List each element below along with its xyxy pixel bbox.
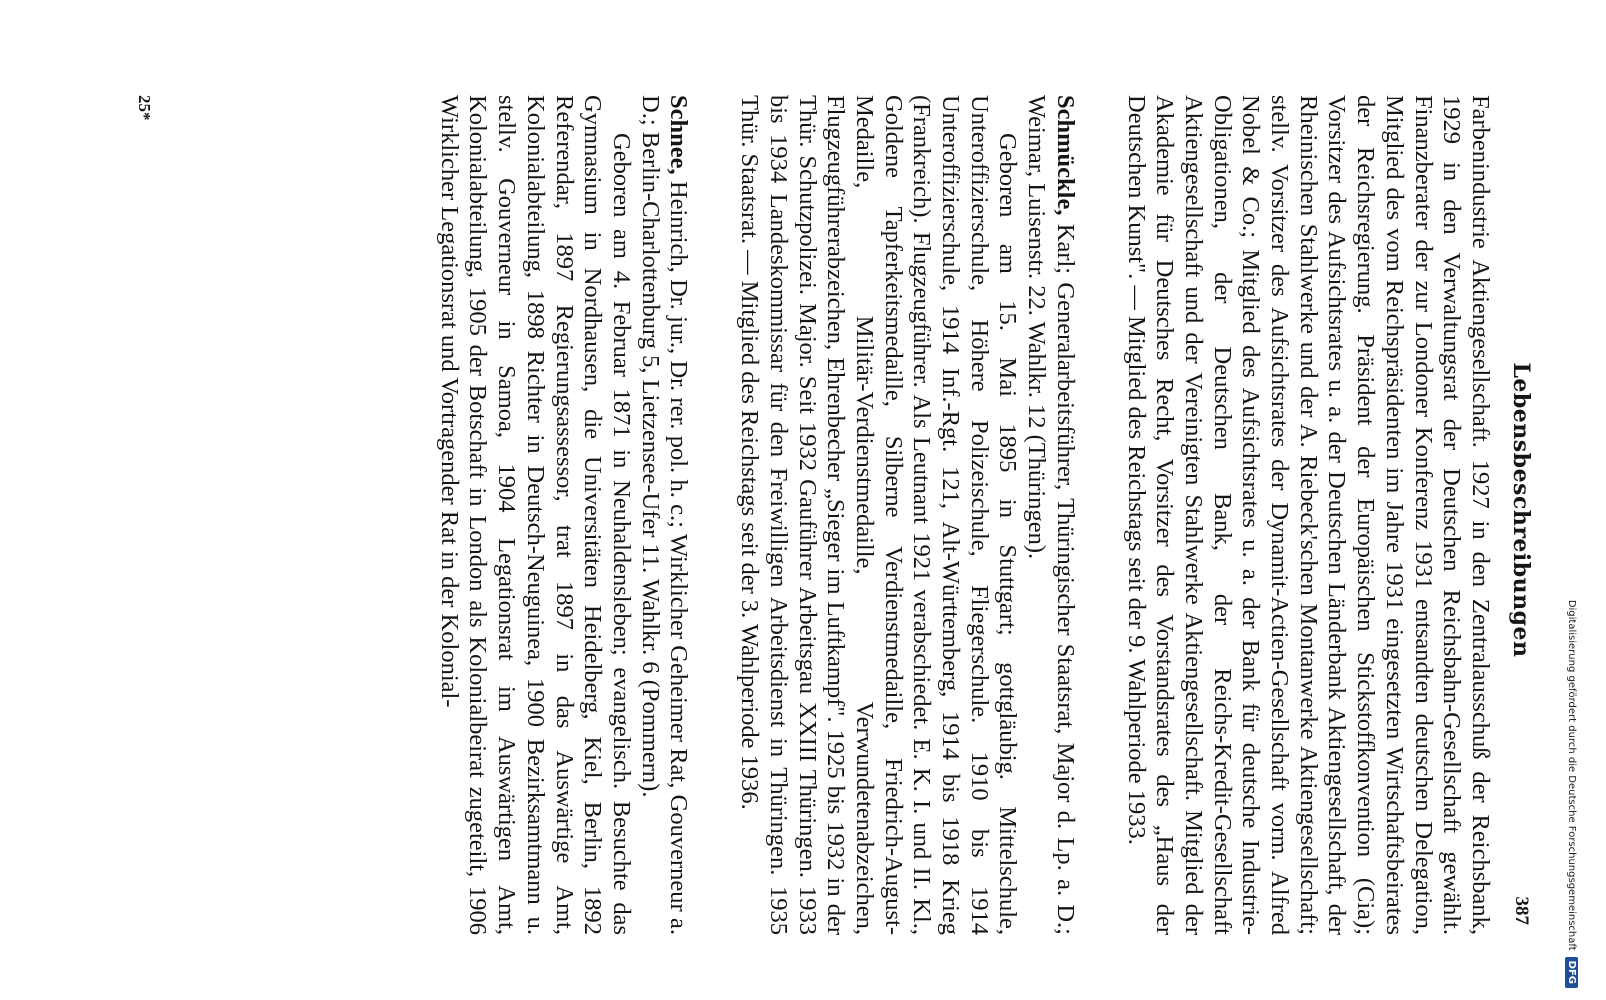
entry-name: Schmückle,: [1051, 95, 1079, 216]
dfg-logo: DFG: [1566, 957, 1579, 988]
entry-paragraph: Farbenindustrie Aktiengesellschaft. 1927 in den Zentralausschuß der Reichsbank, 1929 in den Verwaltungsrat der Deutschen Reichsbahn-Gesellschaft gewählt. Finanzberater der zur Londoner Konferenz 1931 entsandten deutschen Delegation, Mitglied des vom Reichspräsidenten im Jahre 1931 eingesetzten Wirtschaftsbeirates der Reichsregierung. Präsident der Europäischen Stickstoffkonvention (Cia); Vorsitzer des Aufsichtsrates u. a. der Deutschen Länderbank Aktiengesellschaft, der Rheinischen Stahlwerke und der A. Riebeck'schen Montanwerke Aktiengesellschaft; stellv. Vorsitzer des Aufsichtsrates der Dynamit-Actien-Gesellschaft vorm. Alfred Nobel & Co.; Mitglied des Aufsichtsrates u. a. der Bank für deutsche Industrie-Obligationen, der Deutschen Bank, der Reichs-Kredit-Gesellschaft Aktiengesellschaft und der Vereinigten Stahlwerke Aktiengesellschaft. Mitglied der Akademie für Deutsches Recht, Vorsitzer des Vorstandsrates des „Haus der Deutschen Kunst". — Mitglied des Reichstags seit der 9. Wahlperiode 1933.: [1122, 95, 1494, 935]
text-column: [392, 95, 1494, 935]
entry-paragraph: Geboren am 15. Mai 1895 in Stuttgart; gottgläubig. Mittelschule, Unteroffizierschule, Höhere Polizeischule, Fliegerschule. 1910 bis 1914 Unteroffizierschule, 1914 Inf.-Rgt. 121, Alt-Württemberg, 1914 bis 1918 Krieg (Frankreich). Flugzeugführer. Als Leutnant 1921 verabschiedet. E. K. I. und II. Kl., Goldene Tapferkeitsmedaille, Silberne Verdienstmedaille, Friedrich-August-Medaille, Militär-Verdienstmedaille, Verwundetenabzeichen, Flugzeugführerabzeichen, Ehrenbecher „Sieger im Luftkampf". 1925 bis 1932 in der Thür. Schutzpolizei. Major. Seit 1932 Gauführer Arbeitsgau XXIII Thüringen. 1933 bis 1934 Landeskommissar für den Freiwilligen Arbeitsdienst in Thüringen. 1935 Thür. Staatsrat. — Mitglied des Reichstags seit der 3. Wahlperiode 1936.: [736, 95, 1022, 935]
entry-heading-text: Karl; Generalarbeitsführer, Thüringischer Staatsrat, Major d. Lp. a. D.; Weimar, Luisenstr. 22. Wahlkr. 12 (Thüringen).: [1023, 95, 1079, 935]
page-footer: [126, 95, 154, 925]
digitization-note-row: [1560, 12, 1584, 988]
entry-continued: [1121, 95, 1494, 935]
running-head: Lebensbeschreibungen: [1508, 362, 1534, 658]
entry-schmueckle: [734, 95, 1078, 935]
entry-schnee: [434, 95, 692, 935]
digitization-note: [1560, 12, 1584, 988]
entry-heading: [1021, 95, 1078, 935]
signature-mark: 25*: [135, 95, 154, 121]
digitization-note-text: Digitalisierung gefördert durch die Deutsche Forschungsgemeinschaft: [1566, 599, 1578, 951]
page-header: [1500, 95, 1534, 925]
entry-heading: [635, 95, 692, 935]
entry-name: Schnee,: [665, 95, 693, 175]
entry-heading-text: Heinrich, Dr. jur., Dr. rer. pol. h. c.; Wirklicher Geheimer Rat, Gouverneur a. D.; Berlin-Charlottenburg 5, Lietzensee-Ufer 11. Wahlkr. 6 (Pommern).: [636, 95, 693, 936]
page-number: 387: [1511, 896, 1532, 925]
entry-paragraph: Geboren am 4. Februar 1871 in Neuhaldensleben; evangelisch. Besuchte das Gymnasium in Nordhausen, die Universitäten Heidelberg, Kiel, Berlin, 1892 Referendar, 1897 Regierungsassessor, trat 1897 in das Auswärtige Amt, Kolonialabteilung, 1898 Richter in Deutsch-Neuguinea, 1900 Bezirksamtmann u. stellv. Gouverneur in Samoa, 1904 Legationsrat im Auswärtigen Amt, Kolonialabteilung, 1905 der Botschaft in London als Kolonialbeirat zugeteilt, 1906 Wirklicher Legationsrat und Vortragender Rat in der Kolonial-: [435, 95, 636, 935]
